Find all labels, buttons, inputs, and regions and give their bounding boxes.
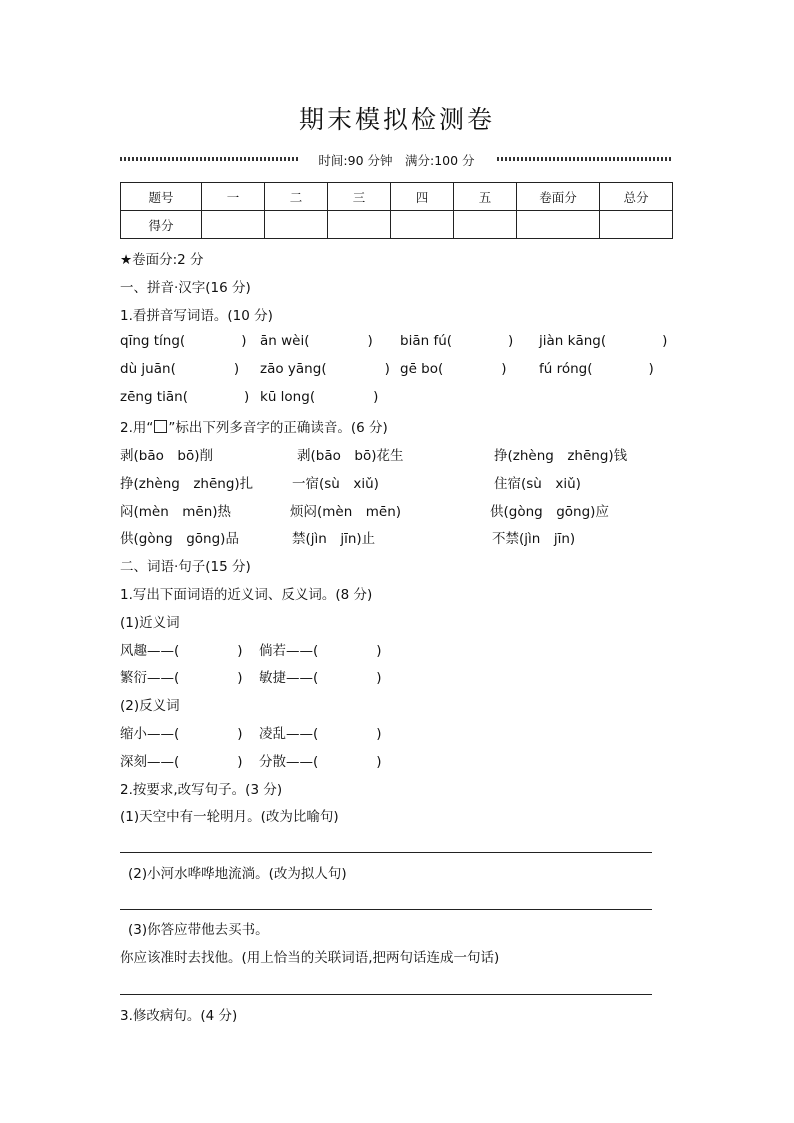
section1-q1-prompt: 1.看拼音写词语。(10 分) [120,308,273,324]
neatness-score: ★卷面分:2 分 [120,252,204,268]
answer-line[interactable] [120,909,652,910]
answer-line[interactable] [120,994,652,995]
score-input-cell[interactable] [265,211,328,239]
pinyin-item[interactable]: biān fú( ) [400,333,514,349]
polyphone-item[interactable]: 烦闷(mèn mēn) [290,504,402,520]
pinyin-item[interactable]: kū long( ) [260,389,379,405]
polyphone-item[interactable]: 供(gòng gōng)品 [120,531,239,547]
rewrite-sentence-3b: 你应该准时去找他。(用上恰当的关联词语,把两句话连成一句话) [120,950,500,966]
answer-line[interactable] [120,852,652,853]
section2-q3-prompt: 3.修改病句。(4 分) [120,1008,238,1024]
section1-heading: 一、拼音·汉字(16 分) [120,280,251,296]
page-title: 期末模拟检测卷 [298,105,495,134]
section2-q1-prompt: 1.写出下面词语的近义词、反义词。(8 分) [120,587,373,603]
polyphone-item[interactable]: 供(gòng gōng)应 [490,504,609,520]
table-cell: 总分 [600,183,673,211]
polyphone-item[interactable]: 住宿(sù xiǔ) [494,476,581,492]
score-table-row [121,211,673,239]
section1-q2-prompt: 2.用“ ”标出下列多音字的正确读音。(6 分) [120,420,388,436]
polyphone-item[interactable]: 闷(mèn mēn)热 [120,504,232,520]
subtitle-bar [120,151,673,167]
synonym-label: (1)近义词 [120,615,180,631]
pinyin-item[interactable]: qīng tíng( ) [120,333,247,349]
synonym-item[interactable]: 繁衍——( ) [120,670,243,686]
rewrite-sentence-3a: (3)你答应带他去买书。 [128,922,269,938]
decorative-wave-right [497,157,673,161]
table-cell: 五 [454,183,517,211]
score-input-cell[interactable] [328,211,391,239]
pinyin-item[interactable]: ān wèi( ) [260,333,373,349]
exam-time-score: 时间:90 分钟 满分:100 分 [318,153,475,168]
square-box-icon [154,420,167,433]
antonym-item[interactable]: 缩小——( ) [120,726,243,742]
score-input-cell[interactable] [600,211,673,239]
pinyin-item[interactable]: zāo yāng( ) [260,361,390,377]
table-cell: 得分 [121,211,202,239]
polyphone-item[interactable]: 禁(jìn jīn)止 [292,531,376,547]
antonym-label: (2)反义词 [120,698,180,714]
table-cell: 卷面分 [517,183,600,211]
rewrite-sentence-1: (1)天空中有一轮明月。(改为比喻句) [120,809,339,825]
polyphone-item[interactable]: 挣(zhèng zhēng)钱 [494,448,628,464]
antonym-item[interactable]: 凌乱——( ) [259,726,382,742]
table-cell: 三 [328,183,391,211]
pinyin-item[interactable]: zēng tiān( ) [120,389,250,405]
polyphone-item[interactable]: 挣(zhèng zhēng)扎 [120,476,254,492]
section2-q2-prompt: 2.按要求,改写句子。(3 分) [120,782,283,798]
rewrite-sentence-2: (2)小河水哗哗地流淌。(改为拟人句) [128,866,347,882]
score-input-cell[interactable] [454,211,517,239]
synonym-item[interactable]: 倘若——( ) [259,643,382,659]
polyphone-item[interactable]: 剥(bāo bō)花生 [297,448,404,464]
pinyin-item[interactable]: fú róng( ) [539,361,654,377]
score-input-cell[interactable] [517,211,600,239]
pinyin-item[interactable]: dù juān( ) [120,361,240,377]
table-cell: 题号 [121,183,202,211]
polyphone-item[interactable]: 不禁(jìn jīn) [492,531,576,547]
pinyin-item[interactable]: jiàn kāng( ) [539,333,668,349]
table-cell: 四 [391,183,454,211]
pinyin-item[interactable]: gē bo( ) [400,361,507,377]
polyphone-item[interactable]: 剥(bāo bō)削 [120,448,213,464]
antonym-item[interactable]: 分散——( ) [259,754,382,770]
antonym-item[interactable]: 深刻——( ) [120,754,243,770]
score-table-header-row [121,183,673,211]
score-input-cell[interactable] [202,211,265,239]
score-input-cell[interactable] [391,211,454,239]
synonym-item[interactable]: 风趣——( ) [120,643,243,659]
score-table [120,182,673,239]
table-cell: 二 [265,183,328,211]
section2-heading: 二、词语·句子(15 分) [120,559,251,575]
synonym-item[interactable]: 敏捷——( ) [259,670,382,686]
table-cell: 一 [202,183,265,211]
polyphone-item[interactable]: 一宿(sù xiǔ) [292,476,379,492]
